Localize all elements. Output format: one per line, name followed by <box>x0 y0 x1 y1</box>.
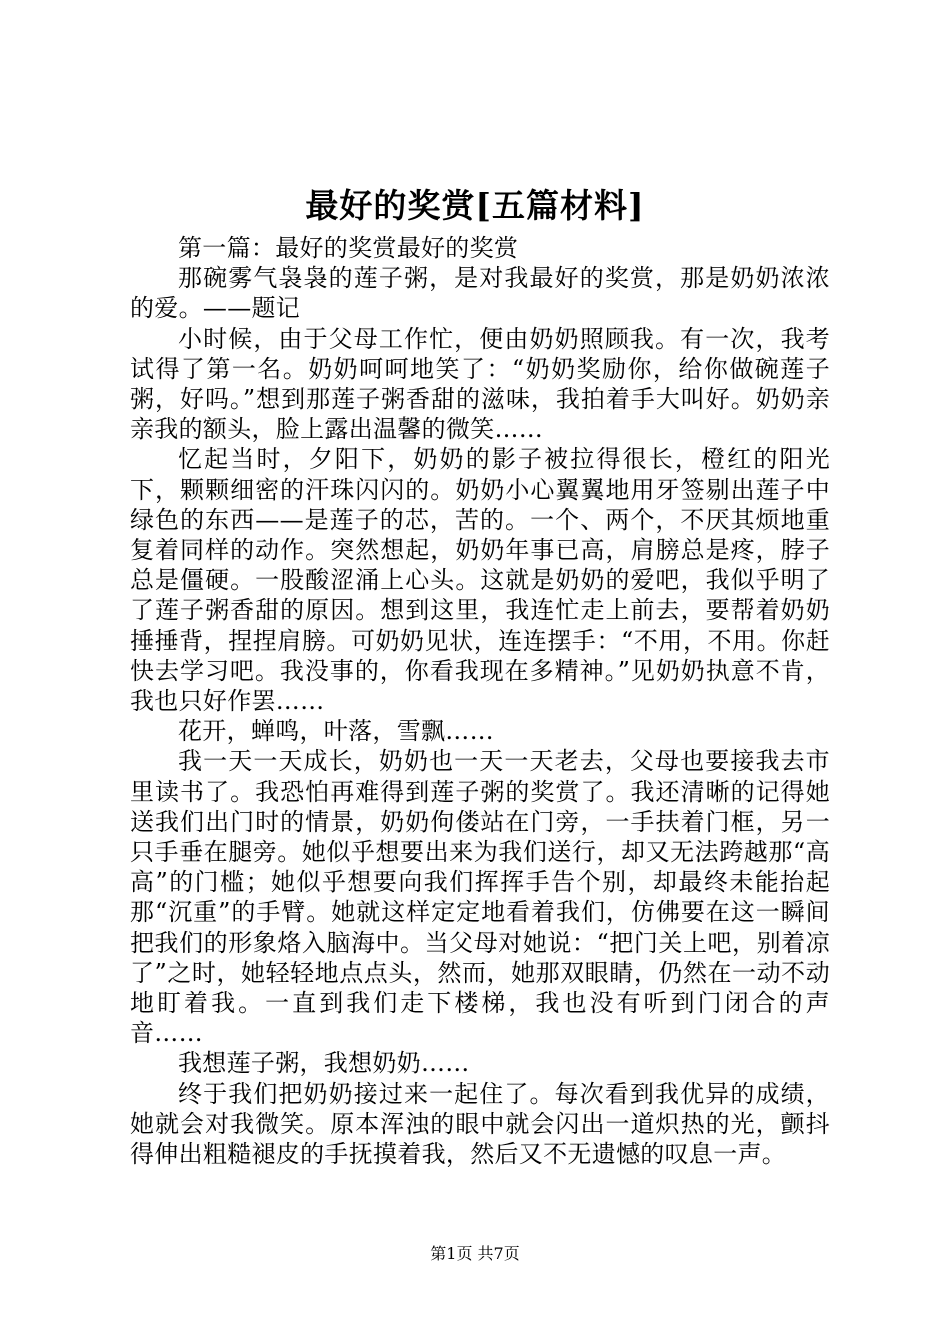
paragraph-epigraph: 那碗雾气袅袅的莲子粥，是对我最好的奖赏，那是奶奶浓浓的爱。——题记 <box>130 264 830 323</box>
paragraph: 终于我们把奶奶接过来一起住了。每次看到我优异的成绩，她就会对我微笑。原本浑浊的眼中就会闪出一道炽热的光，颤抖得伸出粗糙褪皮的手抚摸着我，然后又不无遗憾的叹息一声。 <box>130 1079 830 1169</box>
paragraph: 忆起当时，夕阳下，奶奶的影子被拉得很长，橙红的阳光下，颗颗细密的汗珠闪闪的。奶奶小心翼翼地用牙签剔出莲子中绿色的东西——是莲子的芯，苦的。一个、两个，不厌其烦地重复着同样的动作。突然想起，奶奶年事已高，肩膀总是疼，脖子总是僵硬。一股酸涩涌上心头。这就是奶奶的爱吧，我似乎明了了莲子粥香甜的原因。想到这里，我连忙走上前去，要帮着奶奶捶捶背，捏捏肩膀。可奶奶见状，连连摆手：“不用，不用。你赶快去学习吧。我没事的，你看我现在多精神。”见奶奶执意不肯，我也只好作罢…… <box>130 445 830 716</box>
paragraph: 我想莲子粥，我想奶奶…… <box>178 1049 470 1078</box>
page-footer: 第1页 共7页 <box>430 1244 520 1263</box>
paragraph-section-heading: 第一篇：最好的奖赏最好的奖赏 <box>178 234 519 262</box>
document-body <box>130 233 830 1169</box>
paragraph: 花开，蝉鸣，叶落，雪飘…… <box>178 717 494 746</box>
paragraph: 小时候，由于父母工作忙，便由奶奶照顾我。有一次，我考试得了第一名。奶奶呵呵地笑了：“奶奶奖励你，给你做碗莲子粥，好吗。”想到那莲子粥香甜的滋味，我拍着手大叫好。奶奶亲亲我的额头，脸上露出温馨的微笑…… <box>130 324 830 444</box>
paragraph: 我一天一天成长，奶奶也一天一天老去，父母也要接我去市里读书了。我恐怕再难得到莲子粥的奖赏了。我还清晰的记得她送我们出门时的情景，奶奶佝偻站在门旁，一手扶着门框，另一只手垂在腿旁。她似乎想要出来为我们送行，却又无法跨越那“高高”的门槛；她似乎想要向我们挥挥手告个别，却最终未能抬起那“沉重”的手臂。她就这样定定地看着我们，仿佛要在这一瞬间把我们的形象烙入脑海中。当父母对她说：“把门关上吧，别着凉了”之时，她轻轻地点点头，然而，她那双眼睛，仍然在一动不动地盯着我。一直到我们走下楼梯，我也没有听到门闭合的声音…… <box>130 747 830 1048</box>
document-title: 最好的奖赏[五篇材料] <box>305 186 645 225</box>
